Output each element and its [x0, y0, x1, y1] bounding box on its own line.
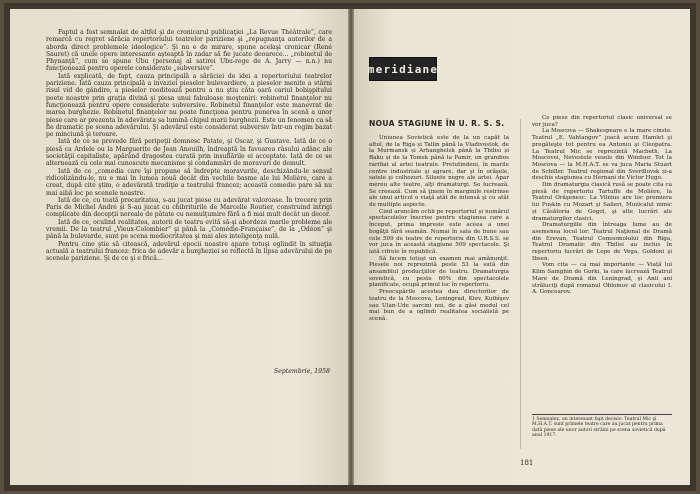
section-banner: meridiane: [369, 57, 437, 81]
right-page: [354, 9, 690, 485]
paragraph: Iată de ce „comedia care îşi propune să îndrepte moravurile, deschizându-le sensul ridicolizându-le, nu e mai în lumea nouă decât din vechile basme ale lui Molière, care a creat, după cite ştim, o adevărată tradiţie a teatrului francez; această comedie pare să nu mai aibă loc pe scenele noastre.: [46, 167, 332, 197]
article-title: NOUA STAGIUNE ÎN U. R. S. S.: [369, 119, 505, 128]
footnote: 1 Semnalez, un interesant fapt decisiv: Teatrul Mic şi M.H.A.T. sunt primele teatre care au jucat pentru prima dată piese ale unor autori străini pe scena sovietică după anul 1917.: [532, 414, 672, 439]
paragraph: La Moscova — Shakespeare e la mare cinste. Teatrul „E. Vahtangov” joacă acum Hamlet şi pregăteşte tot pentru ea Antoniu şi Cleopatra. La Teatrul Mic se reprezintă Macbeth. La Moscovei, Nevestele vesele din Windsor. Tot la Moscova — la M.H.A.T. se va juca Maria Stuart de Schiller. Teatrul regional din Sverdlovsk și-a deschis stagiunea cu Hernani de Victor Hugo.: [532, 128, 672, 182]
date-signature: Septembrie, 1958: [273, 368, 330, 375]
article-column-left: [369, 135, 509, 323]
paragraph: Dramaturgiile din întreaga lume au de asemenea locul lor: Teatrul Naţional de Dramă din Erevan, Teatrul Comsomolului din Riga, Teatrul Dramatic din Tbilisi au inclus în repertoriu lucrări de Lope de Vega, Goldoni şi Ibsen.: [532, 222, 672, 262]
page-number: 181: [520, 459, 534, 467]
paragraph: Din dramaturgia clasică rusă se poate cita ca piesă de repertoriu Tartuffe de Molière, la Teatrul Orăşenesc. La Vilnius are loc premiera lui Pușkin cu Mozart şi Salieri, Muzicalul nimic și Căsătoria de Gogol, şi alte lucrări ale dramaturgilor clasici.: [532, 182, 672, 222]
paragraph: Ce piese din repertoriul clasic universal se vor juca?: [532, 115, 672, 128]
paragraph: Să facem totuşi un examen mai amănunţit. Piesele noi reprezintă peste 53 la sută din ansamblul producţiilor de teatru. Dramaturgia sovietică, cu peste 60% din spectacolele planificate, ocupă primul loc în repertoriu.: [369, 255, 509, 289]
paragraph: Preocupările acestea dau directorilor de teatru de la Moscova, Leningrad, Kiev, Kuibîşev sau Ulan-Ude sarcini noi, de a găsi modul cel mai bun de a oglindi realitatea socialistă pe scenă.: [369, 289, 509, 322]
paragraph: Iată de ce se prevede fără peripeţii domnesc Patate, şi Oscar, şi Gustave. Iată de ce o piesă ca Ardele ou la Marguerite de Jean Anouilh, îndreaptă în favoarea râsului adânc ale societăţii capitaliste, apărând dragostea curată prin insuflările ei acceptate. Iată de ce se alternează cu cele mai cunoscute mecanisme şi condamnări de moravuri de demult.: [46, 138, 332, 168]
left-page-text: [46, 29, 332, 263]
open-book: [4, 3, 696, 491]
paragraph: Faptul a fost semnalat de altfel şi de cronicarul publicaţiei „La Revue Théâtrale”, care remarcă cu regret sărăcia repertoriului teatrelor pariziene şi „repugnanţa autorilor de a aborda direct problemele ideologice”. Şi nu e de mirare, spune acelaşi cronicar (René Sauret) că unele opere interesante aşteaptă în zadar să fie jucate deoarece... „robinetul de Phynanţă”, cum se spune Ubu (personaj al satirei Ubu-rege de A. Jarry — n.n.) nu funcţionează pentru operele considerate „subversive”.: [46, 29, 332, 73]
left-page: [10, 9, 348, 485]
paragraph: Vom cita — ca mai importante — Viață lui Klim Samghin de Gorki, la care lucrează Teatrul Mare de Dramă din Leningrad, şi Anii ani străluciţi după romanul Oblomov al clasicului I. A. Goncearov.: [532, 262, 672, 296]
paragraph: Cind aruncăm ochii pe repertoriul și numărul spectacolelor înscrise pentru stagiunea care a început, prima impresie este aceea a unei bogăţii fără seamăn. Numai în sala de bune sau cele 509 de teatre de repertoriu din U.R.S.S. se vor juca în această stagiune 509 spectacole. Şi iată cifrele în republică.: [369, 208, 509, 255]
paragraph: Iată de ce, oculind realitatea, autorii de teatru evită să-şi abordeze marile probleme ale vremii. De la teatrul „Vieux-Colombier” şi până la „Comédie-Française”, de la „Odéon” şi până la bulevarde, sunt pe scena mediocritatea şi mai ales inteligenţa nulă.: [46, 218, 332, 241]
paragraph: Iată de ce, cu toată precaritatea, s-au jucat piese cu adevărat valoroase. În trecere prin Paris de Michel André și S-au jucat cu chibriturile de Marcelle Routier, construind intrigi complicate din decepţii nereale de pătate cu nemulţumire fără a fi mai mult decât un decor.: [46, 196, 332, 219]
paragraph: Uniunea Sovietică este de la un capăt la altul, de la Riga și Tallin până la Vladivostok, de la Murmansk și Arhanghelsk până la Tbilisi și Baku și de la Tomsk până la Pamir, un grandios rarifiat al artei teatrale. Pretutindeni, în marile centre industriale şi agrare, dar şi în orăşele, satele şi colhozuri. Siluete negre ale artei. Apar mereu alte teatre, alţi dramaturgi. Se lucrează. Se creează. Cum să ţinem în marginile restrinse ale unui articol o viaţă atât de intensă şi cu atât de multiple aspecte.: [369, 135, 509, 209]
paragraph: Iată explicată, de fapt, cauza principală a sărăciei de idei a repertoriului teatrelor pariziene. Iată cauza principală a invaziei pieselor bulevardiere, a pieselor menite a stârni risul vid de gândire, a pieselor reeditează pentru a nu ştiu câta oară cariul bobişpitului poete noastre prin graţia divină şi piesa unui fabuloase moşteniri: robinetul finanţelor nu funcţionează pentru opere considerate subversive. Robinetul finanţelor este manevrat de marea burghezie. Robinetul finanţelor nu poate funcţiona pentru punerea în scenă a unor piese care ar prezenta în adevărata sa lumină chipul marii burghezii. Este un fenomen ca să fie dramatic pe scena adevărului. Şi adevărul este considerat subversiv într-un regim bazat pe minciună şi teroare.: [46, 72, 332, 139]
paragraph: Pentru cine ştie să citească, adevărul epocii noastre apare totuşi oglindit în situaţia actuală a teatrului francez: frica de adevăr a burgheziei se reflectă în lipsa adevărului de pe scenele pariziene. Şi de ce şi e frică...: [46, 240, 332, 263]
article-column-right: [532, 115, 672, 296]
column-divider: [520, 119, 521, 449]
